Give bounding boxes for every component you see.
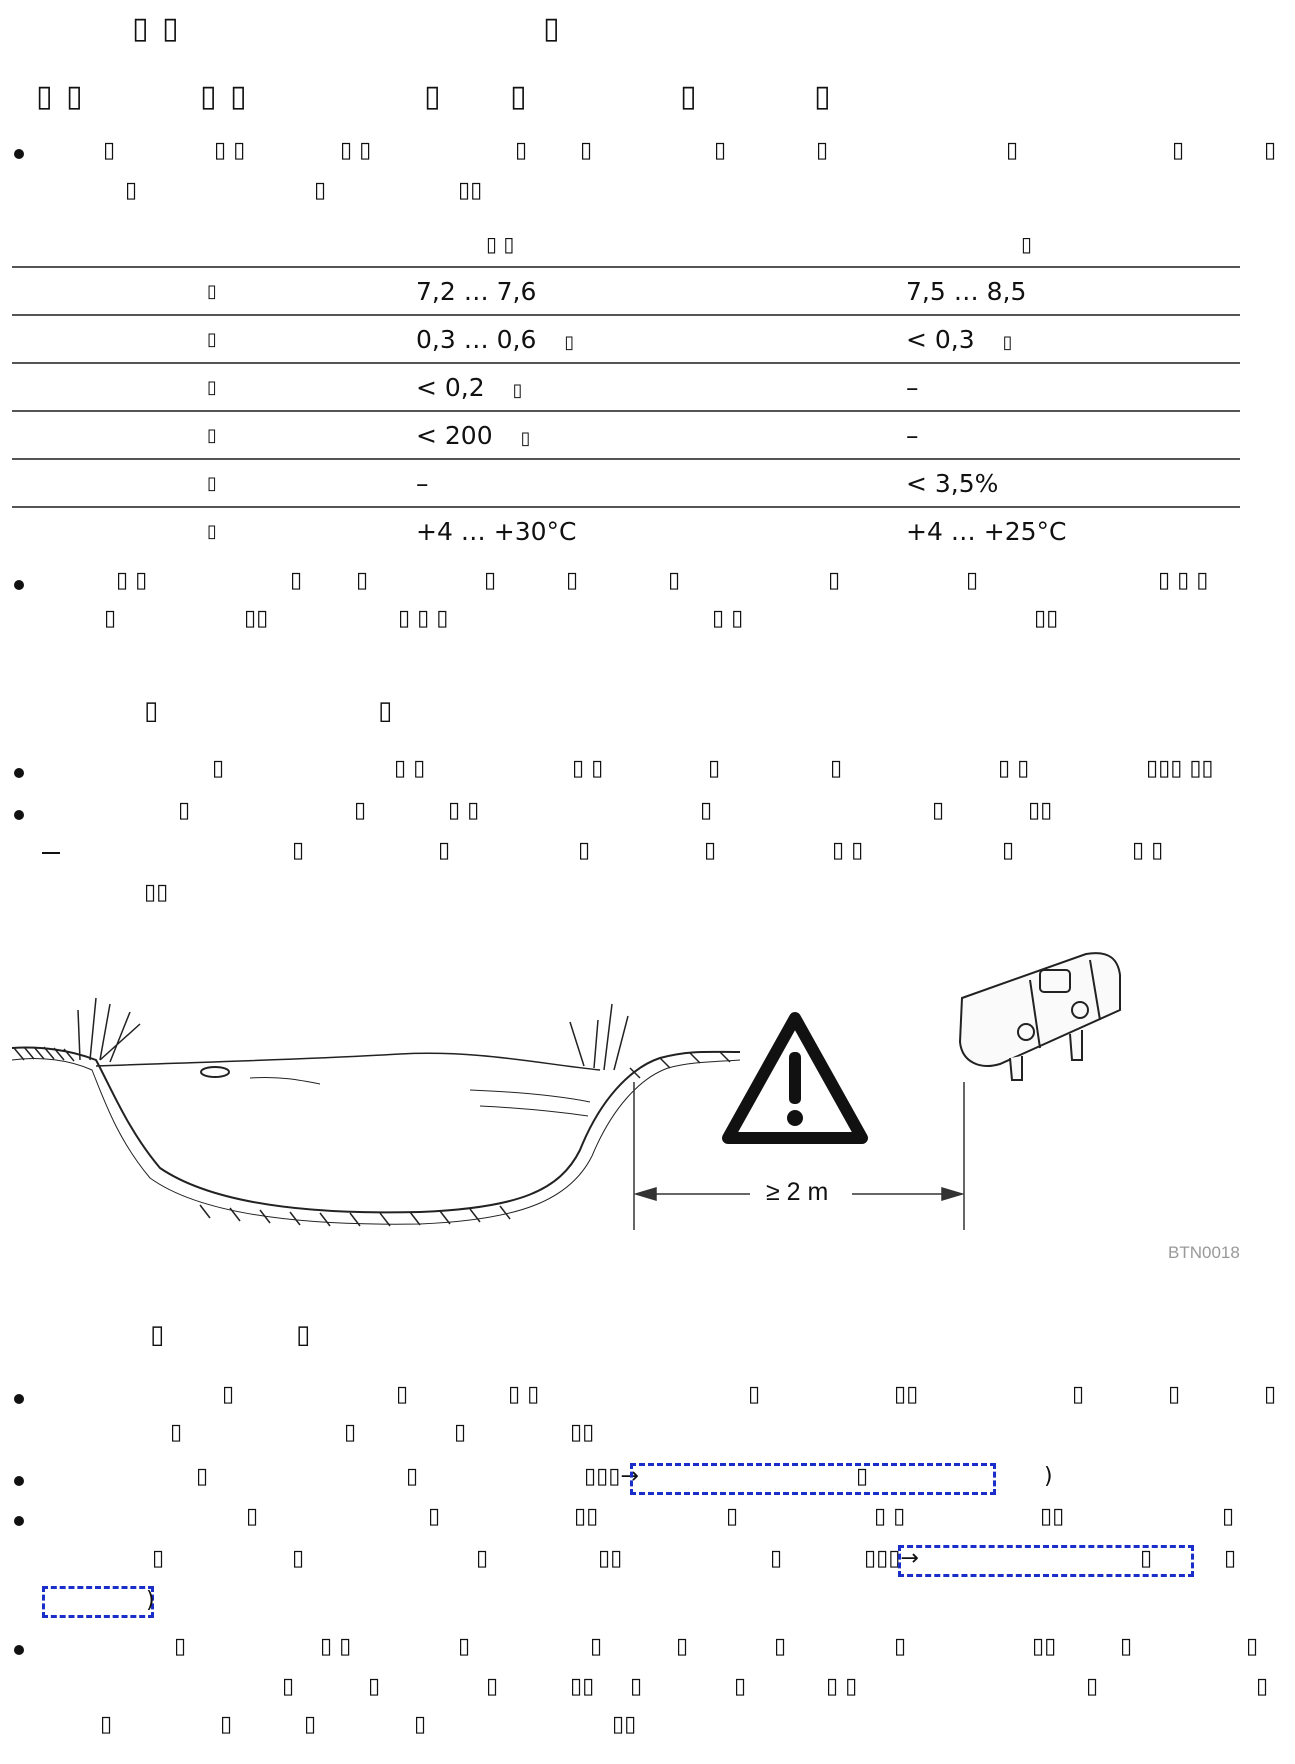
table-header-cell xyxy=(12,222,412,267)
cell-value: 7,5 … 8,5 xyxy=(906,276,1027,306)
table-row xyxy=(12,363,1240,411)
bullet-icon xyxy=(14,1645,24,1655)
row-label: ▯ xyxy=(12,507,412,554)
text-glyph: ▯ xyxy=(932,798,945,823)
text-glyph: ▯ xyxy=(152,1546,165,1571)
text-glyph: ▯ xyxy=(438,838,451,863)
text-glyph: ▯ xyxy=(170,1420,183,1445)
text-glyph: ▯ ▯ xyxy=(826,1674,858,1699)
text-glyph: ▯▯ xyxy=(1040,1504,1065,1529)
text-glyph: ▯ xyxy=(668,568,681,593)
table-row xyxy=(12,267,1240,315)
text-glyph: ) xyxy=(1044,1464,1053,1489)
text-glyph: ▯ xyxy=(304,1712,317,1737)
bullet-icon xyxy=(14,1516,24,1526)
section-title-glyph: ▯ xyxy=(296,1320,313,1350)
text-glyph: ▯▯ xyxy=(598,1546,623,1571)
section-title-glyph: ▯ xyxy=(378,696,395,726)
text-glyph: ▯ xyxy=(196,1464,209,1489)
text-glyph: ▯ ▯ xyxy=(998,756,1030,781)
text-glyph: ▯ ▯ xyxy=(394,756,426,781)
pond-illustration xyxy=(12,998,740,1226)
text-glyph: ▯ xyxy=(354,798,367,823)
text-glyph: ▯ xyxy=(1264,138,1277,163)
row-label: ▯ xyxy=(12,267,412,315)
text-glyph: ▯▯ xyxy=(894,1382,919,1407)
cell-unit: ▯ xyxy=(1002,331,1013,353)
figure-code: BTN0018 xyxy=(1168,1243,1240,1262)
text-glyph: ▯ xyxy=(406,1464,419,1489)
text-glyph: ▯ xyxy=(1246,1634,1259,1659)
text-glyph: ▯ xyxy=(104,606,117,631)
text-glyph: ▯ xyxy=(1120,1634,1133,1659)
text-glyph: ▯ xyxy=(290,568,303,593)
text-glyph: ▯ xyxy=(830,756,843,781)
subheading-glyph: ▯ ▯ xyxy=(200,79,249,114)
text-glyph: ▯ xyxy=(816,138,829,163)
cell-unit: ▯ xyxy=(512,379,523,401)
text-glyph: ▯ ▯ xyxy=(832,838,864,863)
cell-value: < 3,5% xyxy=(906,468,999,498)
text-glyph: ▯ xyxy=(282,1674,295,1699)
text-glyph: ▯ ▯ xyxy=(116,568,148,593)
cell-value: – xyxy=(416,468,429,498)
distance-dimension xyxy=(634,1082,964,1230)
text-glyph: ▯ xyxy=(748,1382,761,1407)
row-label: ▯ xyxy=(12,363,412,411)
text-glyph: ▯ xyxy=(458,1634,471,1659)
bullet-icon xyxy=(14,1476,24,1486)
subheading-glyph: ▯ ▯ xyxy=(36,79,85,114)
text-glyph: ▯ xyxy=(356,568,369,593)
cell-value: – xyxy=(906,420,919,450)
text-glyph: ▯ xyxy=(590,1634,603,1659)
text-glyph: ▯▯ xyxy=(1034,606,1059,631)
text-glyph: ▯ xyxy=(708,756,721,781)
text-glyph: ▯ xyxy=(1002,838,1015,863)
text-glyph: ▯ xyxy=(103,138,116,163)
parameter-table xyxy=(12,222,1240,554)
cell-value: +4 … +25°C xyxy=(906,516,1067,546)
cell-value: < 0,2 xyxy=(416,372,485,402)
cell-value: 0,3 … 0,6 xyxy=(416,324,537,354)
text-glyph: ▯▯ xyxy=(574,1504,599,1529)
text-glyph: ▯ xyxy=(1140,1546,1153,1571)
table-header-cell: ▯ xyxy=(1021,232,1033,256)
text-glyph: ) xyxy=(146,1588,155,1613)
text-glyph: ▯ xyxy=(676,1634,689,1659)
cell-unit: ▯ xyxy=(520,427,531,449)
table-row xyxy=(12,507,1240,554)
text-glyph: ▯ xyxy=(1256,1674,1269,1699)
dash-icon xyxy=(42,852,60,854)
text-glyph: ▯ xyxy=(774,1634,787,1659)
text-glyph: ▯ xyxy=(178,798,191,823)
text-glyph: ▯ xyxy=(1264,1382,1277,1407)
text-glyph: ▯ ▯ xyxy=(340,138,372,163)
text-glyph: ▯ ▯ xyxy=(214,138,246,163)
text-glyph: ▯ xyxy=(414,1712,427,1737)
subheading-glyph: ▯ xyxy=(424,79,443,114)
cross-reference-link-box[interactable] xyxy=(42,1586,154,1618)
bullet-icon xyxy=(14,1394,24,1404)
cell-value: 7,2 … 7,6 xyxy=(416,276,537,306)
text-glyph: ▯ xyxy=(220,1712,233,1737)
pond-distance-figure xyxy=(0,950,1295,1250)
text-glyph: ▯ ▯ xyxy=(320,1634,352,1659)
text-glyph: ▯ xyxy=(1224,1546,1237,1571)
warning-icon xyxy=(728,1018,862,1138)
heading-glyph: ▯ xyxy=(543,11,562,46)
text-glyph: ▯ xyxy=(828,568,841,593)
text-glyph: ▯▯ xyxy=(244,606,269,631)
text-glyph: ▯▯ xyxy=(144,880,169,905)
table-header-cell: ▯ ▯ xyxy=(486,232,515,256)
subheading-glyph: ▯ xyxy=(680,79,699,114)
bullet-icon xyxy=(14,810,24,820)
text-glyph: ▯▯▯ ▯▯ xyxy=(1146,756,1214,781)
text-glyph: ▯ xyxy=(734,1674,747,1699)
cross-reference-link[interactable]: ▯▯▯→ xyxy=(584,1464,639,1489)
text-glyph: ▯ xyxy=(100,1712,113,1737)
text-glyph: ▯ xyxy=(222,1382,235,1407)
text-glyph: ▯ xyxy=(314,178,327,203)
text-glyph: ▯ xyxy=(428,1504,441,1529)
text-glyph: ▯ xyxy=(1172,138,1185,163)
text-glyph: ▯ xyxy=(966,568,979,593)
text-glyph: ▯ xyxy=(704,838,717,863)
section-title-glyph: ▯ xyxy=(144,696,161,726)
bullet-icon xyxy=(14,149,24,159)
text-glyph: ▯ xyxy=(714,138,727,163)
distance-label: ≥ 2 m xyxy=(760,1178,834,1207)
cell-value: – xyxy=(906,372,919,402)
text-glyph: ▯ xyxy=(515,138,528,163)
text-glyph: ▯ xyxy=(894,1634,907,1659)
text-glyph: ▯ ▯ xyxy=(874,1504,906,1529)
subheading-glyph: ▯ xyxy=(510,79,529,114)
cell-value: +4 … +30°C xyxy=(416,516,577,546)
text-glyph: ▯▯ xyxy=(1028,798,1053,823)
text-glyph: ▯ ▯ xyxy=(572,756,604,781)
text-glyph: ▯ xyxy=(292,1546,305,1571)
text-glyph: ▯ ▯ xyxy=(1132,838,1164,863)
text-glyph: ▯ xyxy=(454,1420,467,1445)
row-label: ▯ xyxy=(12,315,412,363)
text-glyph: ▯ xyxy=(630,1674,643,1699)
text-glyph: ▯ ▯ xyxy=(508,1382,540,1407)
text-glyph: ▯▯ xyxy=(458,178,483,203)
text-glyph: ▯ xyxy=(1086,1674,1099,1699)
text-glyph: ▯ xyxy=(726,1504,739,1529)
row-label: ▯ xyxy=(12,411,412,459)
text-glyph: ▯ xyxy=(396,1382,409,1407)
bullet-icon xyxy=(14,580,24,590)
text-glyph: ▯ xyxy=(344,1420,357,1445)
text-glyph: ▯ xyxy=(484,568,497,593)
text-glyph: ▯ xyxy=(212,756,225,781)
heading-glyph: ▯ ▯ xyxy=(132,11,181,46)
text-glyph: ▯ xyxy=(856,1464,869,1489)
text-glyph: ▯ xyxy=(174,1634,187,1659)
text-glyph: ▯▯ xyxy=(570,1420,595,1445)
text-glyph: ▯ ▯ ▯ xyxy=(398,606,449,631)
text-glyph: ▯ xyxy=(125,178,138,203)
table-row xyxy=(12,411,1240,459)
section-title-glyph: ▯ xyxy=(150,1320,167,1350)
text-glyph: ▯ xyxy=(1222,1504,1235,1529)
text-glyph: ▯ xyxy=(770,1546,783,1571)
text-glyph: ▯ xyxy=(476,1546,489,1571)
text-glyph: ▯ xyxy=(246,1504,259,1529)
text-glyph: ▯ ▯ xyxy=(712,606,744,631)
text-glyph: ▯ ▯ ▯ xyxy=(1158,568,1209,593)
text-glyph: ▯ xyxy=(700,798,713,823)
text-glyph: ▯▯ xyxy=(570,1674,595,1699)
table-row xyxy=(12,315,1240,363)
text-glyph: ▯ xyxy=(1072,1382,1085,1407)
text-glyph: ▯ xyxy=(292,838,305,863)
text-glyph: ▯ xyxy=(368,1674,381,1699)
cross-reference-link-box[interactable] xyxy=(630,1463,996,1495)
text-glyph: ▯ ▯ xyxy=(448,798,480,823)
text-glyph: ▯ xyxy=(578,838,591,863)
text-glyph: ▯ xyxy=(1006,138,1019,163)
pump-device-illustration xyxy=(960,953,1120,1080)
cell-value: < 200 xyxy=(416,420,493,450)
text-glyph: ▯ xyxy=(486,1674,499,1699)
table-row xyxy=(12,459,1240,507)
cell-value: < 0,3 xyxy=(906,324,975,354)
row-label: ▯ xyxy=(12,459,412,507)
text-glyph: ▯ xyxy=(580,138,593,163)
text-glyph: ▯▯ xyxy=(612,1712,637,1737)
text-glyph: ▯ xyxy=(566,568,579,593)
subheading-glyph: ▯ xyxy=(814,79,833,114)
bullet-icon xyxy=(14,768,24,778)
text-glyph: ▯ xyxy=(1168,1382,1181,1407)
text-glyph: ▯▯ xyxy=(1032,1634,1057,1659)
cell-unit: ▯ xyxy=(564,331,575,353)
cross-reference-link[interactable]: ▯▯▯→ xyxy=(864,1546,919,1571)
